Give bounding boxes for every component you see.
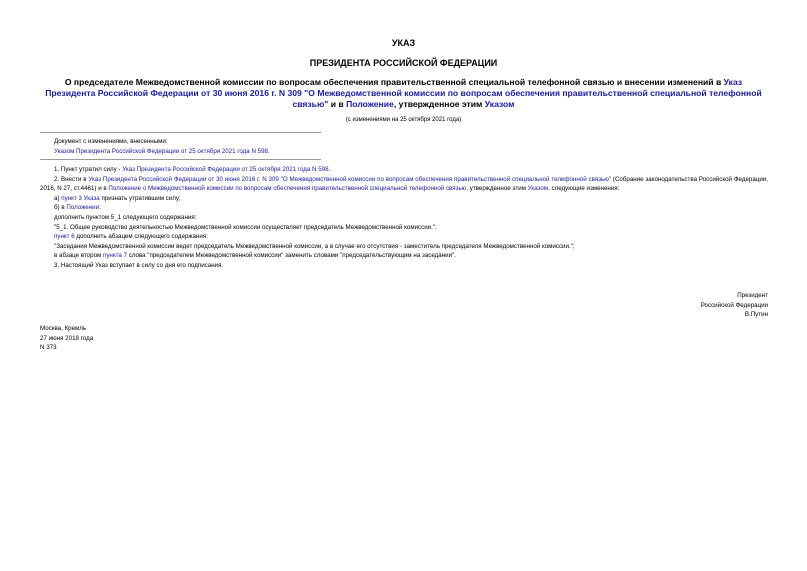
paragraph-b	[40, 203, 768, 213]
paragraph-point-7	[40, 251, 768, 261]
signing-place: Москва, Кремль	[40, 325, 87, 332]
document-subtitle	[40, 77, 767, 110]
paragraph-text: , утвержденное этим	[466, 185, 528, 193]
decree-link[interactable]: Указом	[484, 99, 515, 109]
changes-line	[54, 147, 270, 157]
place-date-block	[40, 324, 93, 353]
paragraph-text: дополнить абзацем следующего содержания:	[74, 233, 208, 241]
paragraph-2	[40, 175, 768, 194]
signature-block	[701, 291, 768, 320]
subtitle-text: О председателе Межведомственной комиссии по вопросам обеспечения правительственной специальной телефонной связью и внесении изменений в	[64, 77, 724, 87]
paragraph-quote-2: "Заседания Межведомственной комиссии ведет председатель Межведомственной комиссии, а в случае его отсутствия - заместитель председателя Межведомственной комиссии.";	[54, 242, 575, 250]
document-type-title: УКАЗ	[391, 38, 416, 48]
issuer-title: ПРЕЗИДЕНТА РОССИЙСКОЙ ФЕДЕРАЦИИ	[309, 58, 498, 68]
document-number: N 373	[40, 344, 57, 352]
paragraph-text: (Собрание законодательства Российской Федерации, 2016, N 27, ст.4461) и в	[40, 175, 768, 193]
subtitle-text: , утвержденное этим	[393, 99, 485, 109]
paragraph-text: , следующие изменения:	[548, 185, 620, 193]
paragraph-a	[40, 194, 768, 204]
regulation-point-7-link[interactable]: пункта 7	[102, 252, 127, 260]
paragraph-text: :	[99, 204, 101, 212]
decree-598-link[interactable]: Указ Президента Российской Федерации от 25 октября 2021 года N 598	[122, 166, 329, 173]
paragraph-text: слова "председателем Межведомственной комиссии" заменить словами "председательствующим на заседании".	[127, 252, 456, 260]
paragraph-text: 2. Внести в	[54, 175, 89, 183]
paragraph-text: а)	[54, 194, 62, 202]
decree-309-link[interactable]: Указ Президента Российской Федерации от 30 июня 2016 г. N 309 "О Межведомственной комиссии по вопросам обеспечения правительственной специальной телефонной связью"	[88, 175, 612, 183]
paragraph-text: б) в	[54, 204, 67, 212]
regulation-point-6-link[interactable]: пункт 6	[54, 233, 75, 241]
regulation-link[interactable]: Положение о Межведомственной комиссии по вопросам обеспечения правительственной специальной телефонной связью	[108, 185, 467, 193]
paragraph-add: дополнить пунктом 5_1 следующего содержания:	[54, 213, 197, 221]
signature-name: В.Путин	[744, 311, 768, 319]
edition-note: (с изменениями на 25 октября 2021 года)	[345, 117, 462, 123]
signature-position-2: Российской Федерации	[700, 301, 768, 309]
regulation-link[interactable]: Положение	[346, 99, 394, 109]
decree-link[interactable]: Указом	[527, 185, 549, 193]
decree-309-link[interactable]: Указ Президента Российской Федерации от 30 июня 2016 г. N 309 "О Межведомственной комиссии по вопросам обеспечения правительственной специальной телефонной связью"	[45, 77, 762, 109]
paragraph-3: 3. Настоящий Указ вступает в силу со дня его подписания.	[54, 261, 224, 269]
changes-label: Документ с изменениями, внесенными:	[54, 138, 168, 145]
divider	[40, 159, 321, 160]
changes-link-suffix: .	[267, 147, 270, 155]
changes-notice	[54, 137, 270, 156]
decree-598-link[interactable]: Указом Президента Российской Федерации от 25 октября 2021 года N 598	[54, 147, 268, 155]
regulation-link[interactable]: Положении	[66, 204, 100, 212]
paragraph-text: признать утратившим силу;	[99, 194, 181, 202]
paragraph-quote-1: "5_1. Общее руководство деятельностью Межведомственной комиссии осуществляет председатель Межведомственной комиссии.";	[54, 223, 437, 231]
subtitle-text: и в	[328, 99, 347, 109]
paragraph-text: .	[328, 166, 331, 173]
document-body	[40, 165, 768, 271]
divider	[40, 132, 321, 133]
paragraph-1	[40, 165, 768, 175]
paragraph-text: 1. Пункт утратил силу -	[54, 166, 123, 173]
signature-position: Президент	[737, 292, 768, 299]
signing-date: 27 июня 2018 года	[40, 334, 94, 342]
paragraph-point-6	[40, 232, 768, 242]
paragraph-text: в абзаце втором	[54, 252, 103, 260]
decree-point-3-link[interactable]: пункт 3 Указа	[61, 194, 100, 202]
